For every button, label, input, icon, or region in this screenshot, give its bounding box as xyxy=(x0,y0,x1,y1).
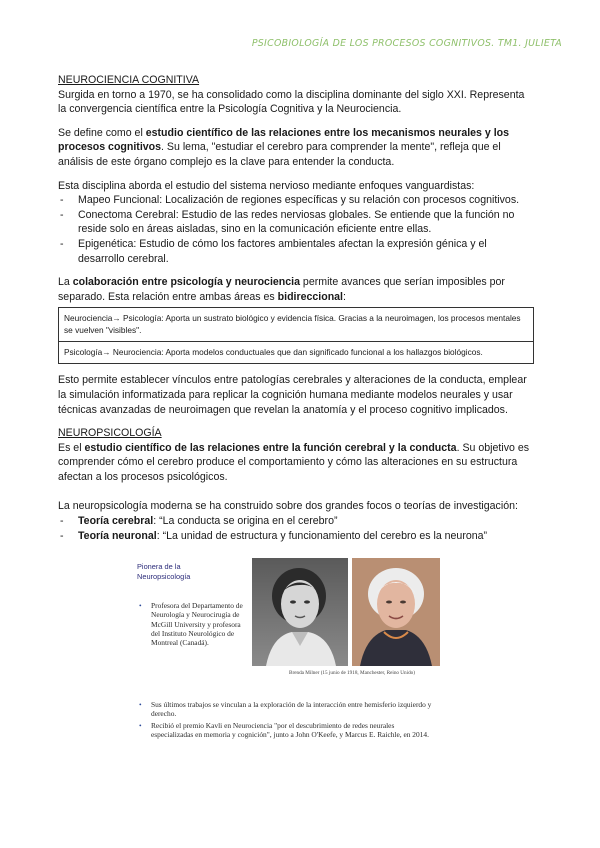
photo-caption: Brenda Milner (15 junio de 1918, Manchester, Reino Unido) xyxy=(289,670,415,676)
portrait-elder-photo xyxy=(352,558,440,666)
theory-list xyxy=(58,514,534,543)
approach-list xyxy=(58,193,534,266)
bold-term: colaboración entre psicología y neurociencia xyxy=(72,276,300,289)
list-item: • Recibió el premio Kavli en Neurociencia "por el descubrimiento de redes neurales especializadas en memoria y cognición", junto a John O'Keefe, y Marcus E. Raichle, en 2014. xyxy=(137,721,437,740)
paragraph: Es el estudio científico de las relaciones entre la función cerebral y la conducta. Su objetivo es comprender cómo el cerebro produce el comportamiento y cómo las alteraciones en su estructura afectan a los procesos psicológicos. xyxy=(58,441,530,483)
paragraph: Surgida en torno a 1970, se ha consolidado como la disciplina dominante del siglo XXI. Representa la convergencia científica entre la Psicología Cognitiva y la Neurociencia. xyxy=(58,88,525,116)
paragraph: Esto permite establecer vínculos entre patologías cerebrales y alteraciones de la conducta, emplear la simulación informatizada para replicar la cognición humana mediante modelos neurales y usar técnicas avanzadas de neuroimagen que revelan la anatomía y el proceso cognitivo implicados. xyxy=(58,374,527,416)
paragraph: Esta disciplina aborda el estudio del sistema nervioso mediante enfoques vanguardistas: xyxy=(58,179,475,192)
paragraph: La neuropsicología moderna se ha construido sobre dos grandes focos o teorías de investigación: xyxy=(58,500,518,513)
paragraph: Se define como el estudio científico de las relaciones entre los mecanismos neurales y los procesos cognitivos. Su lema, "estudiar el cerebro para comprender la mente", refleja que el análisis de este órgano complejo es la clave para entender la conducta. xyxy=(58,126,510,168)
list-item: • Profesora del Departamento de Neurología y Neurocirugía de McGill University y profesora del Instituto Neurológico de Montreal (Canadá). xyxy=(137,601,245,647)
bold-term: estudio científico de las relaciones entre la función cerebral y la conducta xyxy=(84,441,457,454)
box-row: Neurociencia→ Psicología: Aporta un sustrato biológico y evidencia física. Gracias a la neuroimagen, los procesos mentales se vuelven "visibles". xyxy=(64,313,521,336)
list-item: - Conectoma Cerebral: Estudio de las redes nerviosas globales. Se entiende que la función no reside solo en áreas aisladas, sino en la comunicación eficiente entre ellas. xyxy=(58,208,534,237)
bold-term: estudio científico de las relaciones entre los mecanismos neurales y los procesos cognitivos xyxy=(58,126,510,154)
box-row: Psicología→ Neurociencia: Aporta modelos conductuales que dan significado funcional a los hallazgos biológicos. xyxy=(59,341,533,363)
list-item: - Epigenética: Estudio de cómo los factores ambientales afectan la expresión génica y el desarrollo cerebral. xyxy=(58,237,534,266)
portrait-young-photo xyxy=(252,558,348,666)
bidirectional-box xyxy=(58,307,534,364)
page-content xyxy=(58,73,534,543)
list-item: • Sus últimos trabajos se vinculan a la exploración de la interacción entre hemisferio izquierdo y derecho. xyxy=(137,700,437,719)
list-item: - Teoría cerebral: “La conducta se origina en el cerebro” xyxy=(58,514,534,529)
figure-title: Pionera de la Neuropsicología xyxy=(137,562,191,581)
list-item: - Mapeo Funcional: Localización de regiones específicas y su relación con procesos cognitivos. xyxy=(58,193,534,208)
figure-notes xyxy=(137,700,437,742)
bold-term: bidireccional xyxy=(277,290,344,303)
page-header: PSICOBIOLOGÍA DE LOS PROCESOS COGNITIVOS. TM1. JULIETA xyxy=(251,38,562,49)
section-title-neurociencia: NEUROCIENCIA COGNITIVA xyxy=(58,74,200,86)
paragraph: La colaboración entre psicología y neurociencia permite avances que serían imposibles por separado. Esta relación entre ambas áreas es bidireccional: xyxy=(58,276,505,303)
milner-figure xyxy=(135,556,445,761)
figure-bio xyxy=(137,601,245,647)
section-title-neuropsicologia: NEUROPSICOLOGÍA xyxy=(58,427,162,440)
list-item: - Teoría neuronal: “La unidad de estructura y funcionamiento del cerebro es la neurona” xyxy=(58,529,534,544)
